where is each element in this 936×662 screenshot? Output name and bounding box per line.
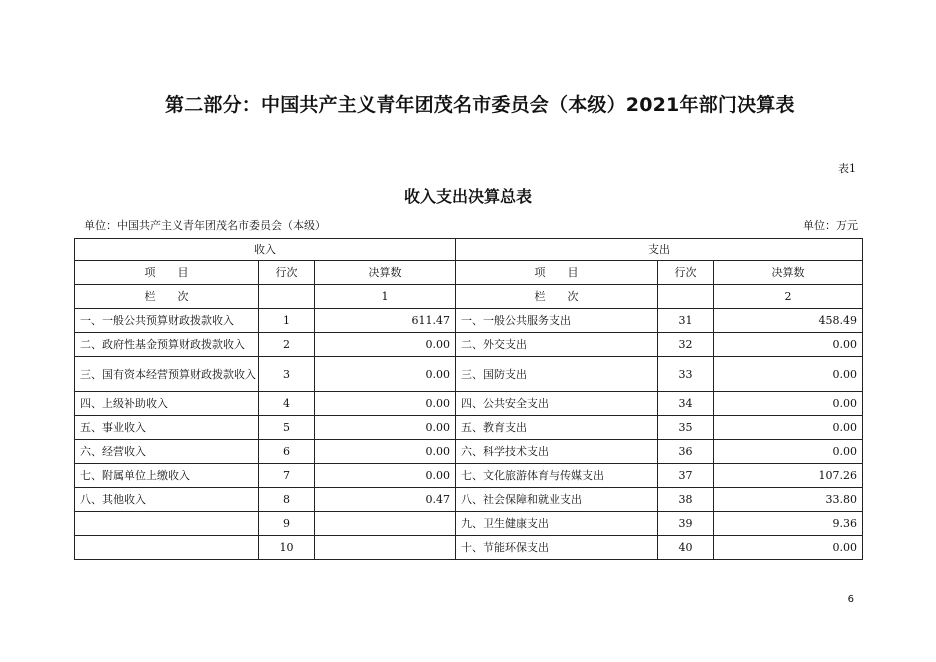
table-row <box>75 309 863 333</box>
page-number: 6 <box>847 594 854 605</box>
income-item-cell <box>75 512 259 536</box>
income-column-number: 1 <box>315 285 456 309</box>
table-row <box>75 333 863 357</box>
expense-item-cell: 九、卫生健康支出 <box>456 512 658 536</box>
income-line-cell: 2 <box>259 333 315 357</box>
income-column-label: 栏 次 <box>75 285 259 309</box>
expense-column-blank <box>658 285 714 309</box>
income-line-cell: 3 <box>259 357 315 392</box>
expense-amount-cell: 0.00 <box>714 333 863 357</box>
income-line-cell: 1 <box>259 309 315 333</box>
page-title: 第二部分：中国共产主义青年团茂名市委员会（本级）2021年部门决算表 <box>165 94 795 116</box>
expense-amount-header: 决算数 <box>714 261 863 285</box>
expense-line-cell: 32 <box>658 333 714 357</box>
expense-item-cell: 七、文化旅游体育与传媒支出 <box>456 464 658 488</box>
table-number: 表1 <box>838 162 856 175</box>
income-section-header: 收入 <box>75 239 456 261</box>
expense-amount-cell: 9.36 <box>714 512 863 536</box>
income-amount-header: 决算数 <box>315 261 456 285</box>
expense-item-header: 项 目 <box>456 261 658 285</box>
expense-section-header: 支出 <box>456 239 863 261</box>
income-line-cell: 5 <box>259 416 315 440</box>
column-header-row <box>75 261 863 285</box>
income-item-cell: 五、事业收入 <box>75 416 259 440</box>
expense-line-cell: 33 <box>658 357 714 392</box>
income-amount-cell <box>315 536 456 560</box>
expense-item-cell: 六、科学技术支出 <box>456 440 658 464</box>
expense-amount-cell: 0.00 <box>714 536 863 560</box>
expense-amount-cell: 0.00 <box>714 392 863 416</box>
income-line-cell: 10 <box>259 536 315 560</box>
income-amount-cell: 0.00 <box>315 440 456 464</box>
expense-amount-cell: 33.80 <box>714 488 863 512</box>
expense-item-cell: 四、公共安全支出 <box>456 392 658 416</box>
income-line-cell: 4 <box>259 392 315 416</box>
income-item-cell: 二、政府性基金预算财政拨款收入 <box>75 333 259 357</box>
table-row <box>75 536 863 560</box>
income-line-cell: 9 <box>259 512 315 536</box>
income-amount-cell: 611.47 <box>315 309 456 333</box>
income-item-cell: 六、经营收入 <box>75 440 259 464</box>
table-row <box>75 392 863 416</box>
table-row <box>75 440 863 464</box>
income-item-header: 项 目 <box>75 261 259 285</box>
table-title: 收入支出决算总表 <box>403 187 532 206</box>
table-row <box>75 357 863 392</box>
expense-line-cell: 36 <box>658 440 714 464</box>
expense-line-cell: 35 <box>658 416 714 440</box>
income-amount-cell: 0.00 <box>315 357 456 392</box>
expense-item-cell: 五、教育支出 <box>456 416 658 440</box>
income-amount-cell: 0.00 <box>315 416 456 440</box>
income-amount-cell: 0.47 <box>315 488 456 512</box>
expense-item-cell: 一、一般公共服务支出 <box>456 309 658 333</box>
expense-amount-cell: 458.49 <box>714 309 863 333</box>
income-line-header: 行次 <box>259 261 315 285</box>
income-item-cell: 八、其他收入 <box>75 488 259 512</box>
expense-item-cell: 十、节能环保支出 <box>456 536 658 560</box>
income-line-cell: 8 <box>259 488 315 512</box>
expense-column-label: 栏 次 <box>456 285 658 309</box>
expense-line-cell: 40 <box>658 536 714 560</box>
income-item-cell <box>75 536 259 560</box>
section-header-row <box>75 239 863 261</box>
income-amount-cell <box>315 512 456 536</box>
expense-line-cell: 38 <box>658 488 714 512</box>
unit-organization: 单位：中国共产主义青年团茂名市委员会（本级） <box>84 219 326 232</box>
income-column-blank <box>259 285 315 309</box>
income-line-cell: 7 <box>259 464 315 488</box>
expense-line-cell: 37 <box>658 464 714 488</box>
expense-line-header: 行次 <box>658 261 714 285</box>
income-line-cell: 6 <box>259 440 315 464</box>
expense-amount-cell: 0.00 <box>714 440 863 464</box>
expense-item-cell: 三、国防支出 <box>456 357 658 392</box>
expense-amount-cell: 107.26 <box>714 464 863 488</box>
income-amount-cell: 0.00 <box>315 464 456 488</box>
expense-line-cell: 31 <box>658 309 714 333</box>
expense-item-cell: 二、外交支出 <box>456 333 658 357</box>
income-item-cell: 四、上级补助收入 <box>75 392 259 416</box>
income-amount-cell: 0.00 <box>315 333 456 357</box>
table-row <box>75 488 863 512</box>
income-item-cell: 三、国有资本经营预算财政拨款收入 <box>75 357 259 392</box>
table-row <box>75 464 863 488</box>
unit-currency: 单位：万元 <box>803 219 858 232</box>
expense-line-cell: 39 <box>658 512 714 536</box>
table-row <box>75 512 863 536</box>
expense-column-number: 2 <box>714 285 863 309</box>
income-item-cell: 一、一般公共预算财政拨款收入 <box>75 309 259 333</box>
column-number-row <box>75 285 863 309</box>
income-expense-table <box>74 238 863 560</box>
income-amount-cell: 0.00 <box>315 392 456 416</box>
expense-amount-cell: 0.00 <box>714 357 863 392</box>
expense-line-cell: 34 <box>658 392 714 416</box>
expense-item-cell: 八、社会保障和就业支出 <box>456 488 658 512</box>
table-row <box>75 416 863 440</box>
income-item-cell: 七、附属单位上缴收入 <box>75 464 259 488</box>
expense-amount-cell: 0.00 <box>714 416 863 440</box>
